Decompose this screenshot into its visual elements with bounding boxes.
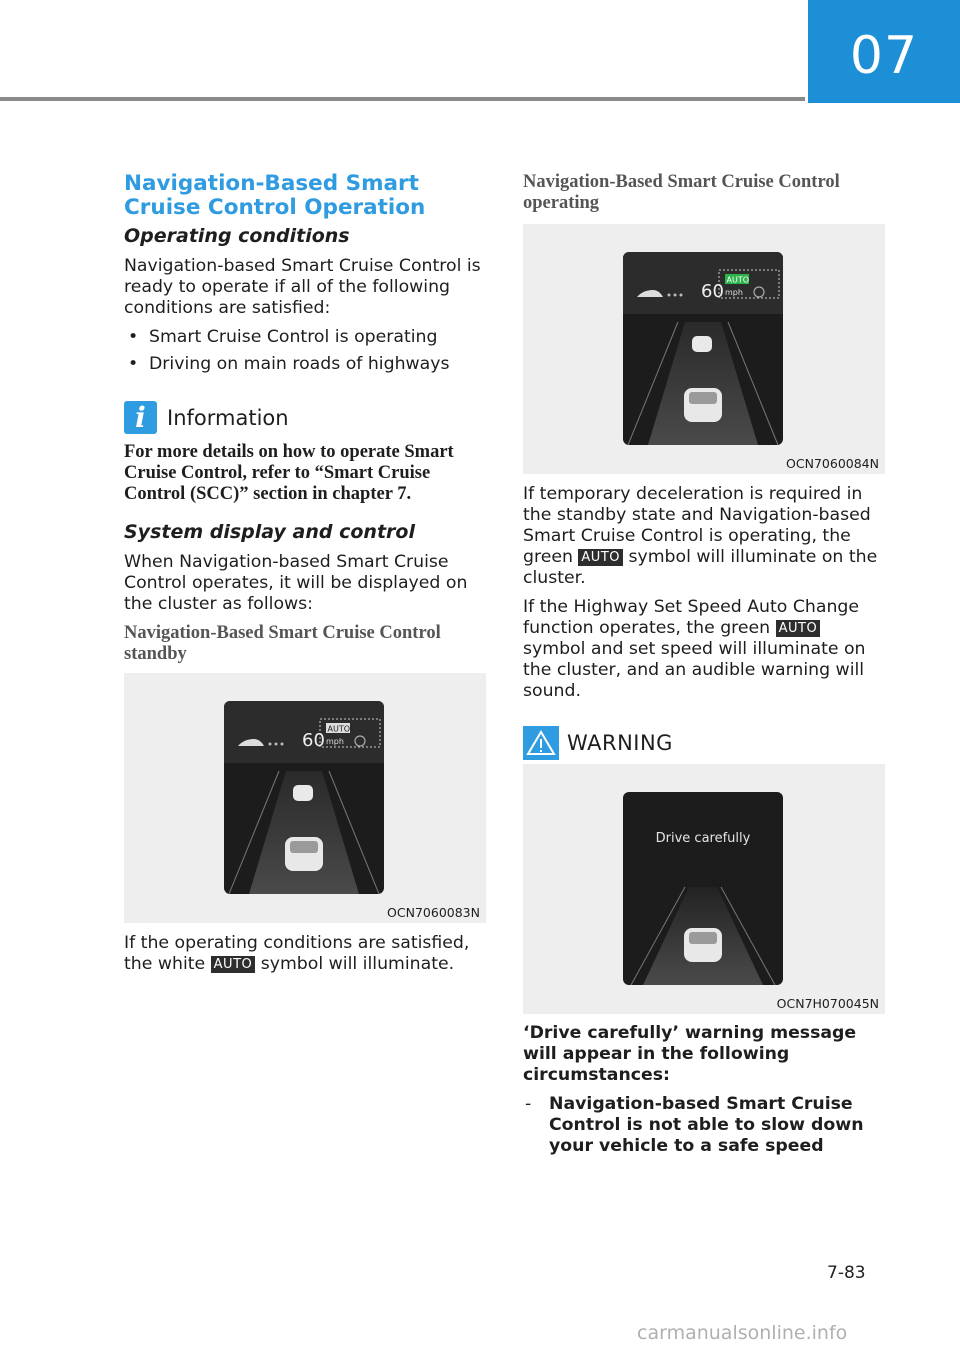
right-column <box>523 172 887 1157</box>
figure-code: OCN7H070045N <box>776 996 879 1011</box>
operating-conditions-heading: Operating conditions <box>124 225 350 247</box>
deceleration-text <box>523 484 887 589</box>
warning-header <box>523 726 887 760</box>
page-number: 7-83 <box>827 1263 866 1283</box>
cluster-screen <box>623 252 783 445</box>
watermark: carmanualsonline.info <box>637 1322 848 1344</box>
operating-conditions-text: Navigation-based Smart Cruise Control is ready to operate if all of the following conditions are satisfied: <box>124 256 481 318</box>
conditions-list <box>124 327 488 375</box>
information-text: For more details on how to operate Smart Cruise Control, refer to “Smart Cruise Control (SCC)” section in chapter 7. <box>124 442 454 504</box>
section-title: Navigation-Based Smart Cruise Control Operation <box>124 171 426 220</box>
chapter-tab: 07 <box>808 0 960 103</box>
text-span: symbol and set speed will illuminate on the cluster, and an audible warning will sound. <box>523 639 866 701</box>
auto-symbol: AUTO <box>578 549 623 566</box>
warning-lead-text: ‘Drive carefully’ warning message will appear in the following circumstances: <box>523 1023 857 1085</box>
warning-title: WARNING <box>567 731 673 755</box>
info-icon: i <box>124 401 157 434</box>
text-span: If temporary deceleration is required in the standby state and Navigation-based Smart Cruise Control is operating, the green <box>523 484 871 567</box>
figure-code: OCN7060084N <box>786 456 879 471</box>
warning-icon <box>523 726 559 760</box>
text-span: symbol will illuminate. <box>255 954 455 974</box>
after-figure-text <box>124 933 488 975</box>
warning-message: Drive carefully <box>655 831 751 846</box>
cluster-screen <box>623 792 783 985</box>
information-header <box>124 401 488 434</box>
header-rule <box>0 97 805 101</box>
list-item: • Smart Cruise Control is operating <box>124 327 488 348</box>
system-display-heading: System display and control <box>124 521 415 543</box>
information-title: Information <box>167 405 289 430</box>
speed-unit: mph <box>725 288 743 297</box>
auto-symbol: AUTO <box>211 956 256 973</box>
cluster-figure-standby <box>124 673 486 923</box>
list-item: • Driving on main roads of highways <box>124 354 488 375</box>
auto-symbol: AUTO <box>776 620 821 637</box>
operating-caption: Navigation-Based Smart Cruise Control operating <box>523 172 840 213</box>
cluster-figure-warning <box>523 764 885 1014</box>
cluster-figure-operating <box>523 224 885 474</box>
figure-code: OCN7060083N <box>387 905 480 920</box>
text-span: If the Highway Set Speed Auto Change function operates, the green <box>523 597 860 638</box>
standby-caption: Navigation-Based Smart Cruise Control standby <box>124 623 441 664</box>
system-display-text: When Navigation-based Smart Cruise Control operates, it will be displayed on the cluster as follows: <box>124 552 468 614</box>
speed-change-text <box>523 597 887 702</box>
set-speed: 60 <box>701 281 724 302</box>
text-span: symbol will illuminate on the cluster. <box>523 547 878 588</box>
list-item: - Navigation-based Smart Cruise Control is not able to slow down your vehicle to a safe speed <box>523 1094 887 1157</box>
auto-badge-text: AUTO <box>726 275 750 285</box>
text-span: If the operating conditions are satisfied, the white <box>124 933 470 974</box>
left-column <box>124 172 488 983</box>
cluster-screen <box>224 701 384 894</box>
speed-unit: mph <box>326 737 344 746</box>
set-speed: 60 <box>302 730 325 751</box>
auto-badge-text: AUTO <box>327 724 351 734</box>
